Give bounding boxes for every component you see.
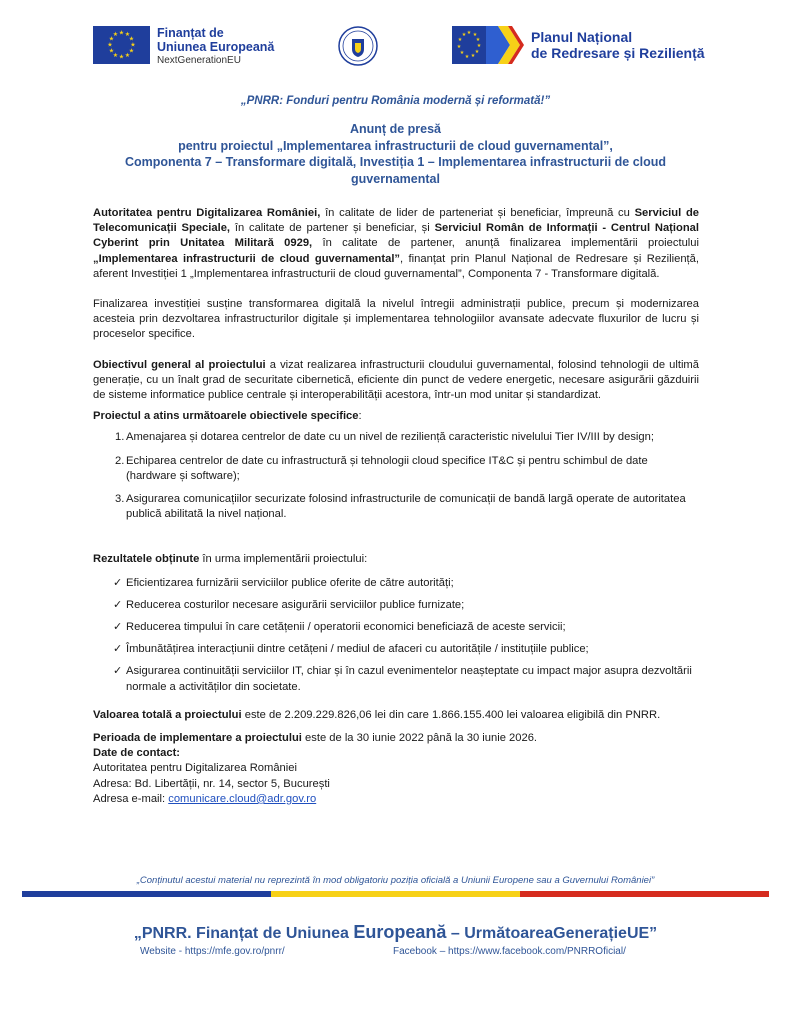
svg-text:★: ★ [457, 37, 463, 43]
intro-text-3: în calitate de partener, anunță finalizarea implementării proiectului [312, 237, 699, 250]
pnrr-logo [452, 26, 705, 64]
email-link[interactable]: comunicare.cloud@adr.gov.ro [168, 792, 317, 805]
eu-logo-line2: Uniunea Europeană [157, 40, 275, 54]
svg-text:★: ★ [476, 43, 482, 49]
list-text: Reducerea costurilor necesare asigurării serviciilor publice furnizate; [126, 598, 465, 611]
implementation-period [93, 731, 699, 746]
list-number: 1. [115, 431, 125, 444]
slogan: „PNRR: Fonduri pentru România modernă și reformată!” [240, 95, 551, 107]
objectives-list [93, 430, 699, 522]
pnrr-flag-icon [452, 26, 524, 64]
list-text: Eficientizarea furnizării serviciilor publice oferite de către autorități; [126, 576, 454, 589]
objectives-heading [93, 409, 699, 424]
contact-address: Adresa: Bd. Libertății, nr. 14, sector 5, București [93, 777, 330, 790]
list-item [93, 598, 699, 613]
svg-text:★: ★ [118, 29, 125, 37]
footer-title-part3: – UrmătoareaGenerațieUE” [446, 925, 658, 942]
svg-text:★: ★ [108, 47, 115, 55]
footer-facebook-link[interactable]: Facebook – https://www.facebook.com/PNRROficial/ [393, 946, 626, 957]
list-text: Asigurarea continuității serviciilor IT, chiar și în cazul evenimentelor neașteptate cu impact major asupra dezvoltării normale a activităților din societate. [126, 665, 692, 693]
title-line3: Componenta 7 – Transformare digitală, Investiția 1 – Implementarea infrastructurii de cloud [124, 155, 667, 169]
general-objective-paragraph [93, 358, 699, 404]
general-objective-text: a vizat realizarea infrastructurii cloudului guvernamental, folosind tehnologii de ultimă generație, cu un înalt grad de securitate cibernetică, eficiente din punct de vedere energetic, necesare asigurării găzduirii de sisteme informatice publice centrale și interoperabilității acestora, într-un mod unitar și standardizat. [93, 358, 699, 402]
flag-stripe [22, 891, 769, 897]
svg-text:★: ★ [107, 41, 113, 49]
email-label: Adresa e-mail: [93, 792, 169, 805]
list-item [93, 492, 699, 522]
svg-text:★: ★ [128, 47, 135, 55]
list-item [93, 620, 699, 635]
list-number: 2. [115, 454, 125, 467]
svg-text:★: ★ [112, 31, 119, 38]
government-seal-icon [338, 26, 378, 71]
period-text: este de la 30 iunie 2022 până la 30 iunie 2026. [301, 732, 538, 745]
press-release-title [110, 121, 681, 187]
list-item [93, 454, 699, 484]
footer-website-link[interactable]: Website - https://mfe.gov.ro/pnrr/ [140, 946, 285, 957]
checkmark-icon: ✓ [113, 665, 123, 678]
partner-org-2: Serviciul Român de Informații - Centrul Național Cyberint prin Unitatea Militară 0929, [93, 222, 699, 250]
results-list [93, 576, 699, 695]
svg-text:★: ★ [464, 54, 470, 60]
press-release-body [93, 206, 699, 807]
project-value-label: Valoarea totală a proiectului [93, 708, 242, 721]
list-text: Asigurarea comunicațiilor securizate folosind infrastructurile de comunicații de bandă largă operate de autoritatea publică abilitată la nivel național. [126, 493, 686, 521]
list-number: 3. [115, 493, 125, 506]
list-text: Echiparea centrelor de date cu infrastructură și tehnologii cloud specifice IT&C și pentru schimbul de date (hardware și software); [126, 454, 648, 482]
footer-title [0, 922, 791, 943]
investment-paragraph: Finalizarea investiției susține transformarea digitală la nivelul întregii administrații publice, precum și modernizarea acesteia prin dezvoltarea infrastructurilor digitale și implementarea tehnologiilor avansate adecvate fluxurilor de lucru și proceselor specifice. [93, 298, 699, 341]
title-line1: Anunț de presă [350, 122, 441, 136]
list-text: Reducerea timpului în care cetățenii / operatorii economici beneficiază de aceste servicii; [126, 621, 566, 634]
svg-text:★: ★ [128, 35, 135, 43]
eu-logo-line1: Finanțat de [157, 26, 224, 40]
objectives-heading-colon: : [358, 410, 362, 423]
svg-text:★: ★ [456, 44, 462, 50]
svg-text:★: ★ [112, 52, 119, 59]
results-heading-bold: Rezultatele obținute [93, 553, 200, 566]
checkmark-icon: ✓ [113, 598, 123, 611]
period-label: Perioada de implementare a proiectului [93, 732, 302, 745]
objectives-heading-text: Proiectul a atins următoarele obiectivele specifice [93, 410, 359, 423]
eu-logo-line3: NextGenerationEU [157, 55, 241, 66]
footer-title-part2: Europeană [353, 922, 447, 942]
svg-text:★: ★ [124, 52, 131, 59]
svg-text:★: ★ [472, 32, 478, 38]
intro-text-2: în calitate de partener și beneficiar, și [230, 222, 435, 235]
svg-text:★: ★ [459, 50, 465, 56]
list-item [93, 642, 699, 657]
checkmark-icon: ✓ [113, 621, 123, 634]
list-item [93, 664, 699, 694]
checkmark-icon: ✓ [113, 643, 123, 656]
pnrr-logo-line2: de Redresare și Reziliență [531, 45, 705, 61]
project-value-text: este de 2.209.229.826,06 lei din care 1.866.155.400 lei valoarea eligibilă din PNRR. [241, 708, 661, 721]
eu-flag-icon [93, 26, 150, 64]
lead-org: Autoritatea pentru Digitalizarea României, [93, 207, 321, 219]
contact-email-line [93, 792, 699, 807]
list-text: Îmbunătățirea interacțiunii dintre cetățeni / mediul de afaceri cu autoritățile / instituțiile publice; [126, 643, 589, 656]
svg-text:★: ★ [124, 31, 131, 38]
list-item [93, 576, 699, 591]
title-line2: pentru proiectul „Implementarea infrastructurii de cloud guvernamental”, [178, 138, 613, 153]
intro-text-1: în calitate de lider de parteneriat și beneficiar, împreună cu [320, 207, 635, 219]
partner-org-1: Serviciul de Telecomunicații Speciale, [93, 207, 699, 235]
contact-org: Autoritatea pentru Digitalizarea României [93, 762, 297, 775]
eu-funding-logo [93, 26, 274, 67]
svg-text:★: ★ [130, 41, 136, 49]
svg-text:★: ★ [461, 32, 467, 38]
project-name: „Implementarea infrastructurii de cloud guvernamental” [93, 252, 401, 265]
disclaimer: „Conținutul acestui material nu reprezintă în mod obligatoriu poziția oficială a Uniunii Europene sau a Guvernului României” [136, 875, 655, 886]
title-line4: guvernamental [351, 171, 440, 186]
checkmark-icon: ✓ [113, 576, 123, 589]
svg-text:★: ★ [475, 37, 481, 43]
footer-title-part1: „PNRR. Finanțat de Uniunea [133, 925, 354, 942]
results-heading-text: în urma implementării proiectului: [199, 553, 368, 566]
contact-heading-text: Date de contact: [93, 747, 181, 760]
svg-text:★: ★ [470, 53, 476, 59]
intro-paragraph [93, 206, 699, 282]
project-value [93, 708, 699, 723]
pnrr-logo-line1: Planul Național [531, 29, 633, 45]
svg-text:★: ★ [466, 30, 472, 36]
svg-text:★: ★ [474, 49, 480, 55]
contact-heading [93, 746, 699, 761]
list-item [93, 430, 699, 445]
svg-text:★: ★ [118, 53, 125, 61]
results-heading [93, 552, 699, 567]
svg-text:★: ★ [108, 35, 115, 43]
intro-text-4: , finanțat prin Planul Național de Redresare și Reziliență, aferent Investiției 1 „Implementarea infrastructurii de cloud guvernamental”, Componenta 7 - Transformare digitală. [93, 252, 699, 280]
list-text: Amenajarea și dotarea centrelor de date cu un nivel de reziliență caracteristic nivelului Tier IV/III by design; [126, 431, 654, 444]
general-objective-label: Obiectivul general al proiectului [93, 358, 266, 371]
